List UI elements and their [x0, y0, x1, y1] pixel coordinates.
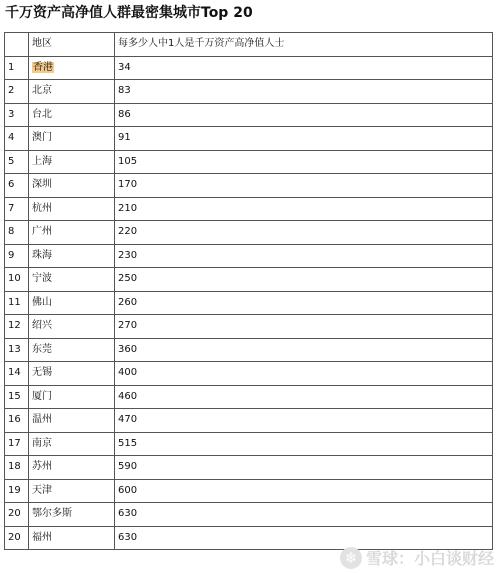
table-row [5, 315, 493, 339]
value-cell-text: 460 [118, 390, 138, 402]
city-cell [29, 127, 115, 151]
value-cell-text: 250 [118, 273, 138, 285]
city-cell-text: 佛山 [32, 296, 52, 308]
value-cell-text: 83 [118, 85, 131, 97]
city-cell-text: 台北 [32, 108, 52, 120]
rank-cell-text: 1 [8, 61, 15, 73]
rank-cell [5, 244, 29, 268]
table-row [5, 150, 493, 174]
value-cell [115, 362, 493, 386]
rank-cell-text: 6 [8, 179, 15, 191]
rank-cell-text: 14 [8, 367, 21, 379]
city-cell [29, 526, 115, 550]
city-cell-text: 香港 [33, 61, 53, 73]
value-cell-text: 600 [118, 484, 138, 496]
rank-cell-text: 19 [8, 484, 21, 496]
city-cell [29, 103, 115, 127]
rank-cell-text: 20 [8, 531, 21, 543]
value-cell [115, 338, 493, 362]
table-row [5, 127, 493, 151]
table-row [5, 268, 493, 292]
city-cell [29, 150, 115, 174]
table-row [5, 409, 493, 433]
rank-cell [5, 409, 29, 433]
table-row [5, 174, 493, 198]
snowball-icon: ❄ [340, 547, 362, 569]
city-cell-text: 杭州 [32, 202, 52, 214]
value-cell [115, 315, 493, 339]
rank-cell [5, 432, 29, 456]
city-cell-text: 广州 [32, 226, 52, 238]
table-row [5, 456, 493, 480]
rank-cell [5, 385, 29, 409]
value-cell-text: 360 [118, 343, 138, 355]
city-cell [29, 432, 115, 456]
city-cell-text: 绍兴 [32, 320, 52, 332]
rank-cell-text: 18 [8, 461, 21, 473]
rank-cell [5, 197, 29, 221]
city-cell [29, 221, 115, 245]
rank-cell-text: 20 [8, 508, 21, 520]
value-cell [115, 127, 493, 151]
city-cell-text: 无锡 [32, 367, 52, 379]
value-cell-text: 86 [118, 108, 131, 120]
rank-cell [5, 221, 29, 245]
header-region: 地区 [29, 33, 115, 57]
city-cell [29, 456, 115, 480]
city-cell-text: 福州 [32, 531, 52, 543]
rank-cell-text: 7 [8, 202, 15, 214]
value-cell-text: 630 [118, 508, 138, 520]
rank-cell [5, 503, 29, 527]
value-cell [115, 268, 493, 292]
city-cell-text: 温州 [32, 414, 52, 426]
value-cell-text: 105 [118, 155, 138, 167]
value-cell-text: 91 [118, 132, 131, 144]
value-cell-text: 210 [118, 202, 138, 214]
rank-cell [5, 315, 29, 339]
value-cell-text: 34 [118, 61, 131, 73]
rank-cell-text: 4 [8, 132, 15, 144]
city-cell [29, 409, 115, 433]
table-row [5, 432, 493, 456]
rank-cell [5, 127, 29, 151]
value-cell [115, 197, 493, 221]
rank-cell [5, 56, 29, 80]
city-cell-text: 深圳 [32, 179, 52, 191]
rank-cell [5, 268, 29, 292]
value-cell-text: 230 [118, 249, 138, 261]
rank-cell-text: 17 [8, 437, 21, 449]
city-cell-text: 天津 [32, 484, 52, 496]
rank-cell-text: 12 [8, 320, 21, 332]
rank-cell-text: 3 [8, 108, 15, 120]
city-cell-text: 南京 [32, 437, 52, 449]
watermark [340, 546, 494, 569]
city-cell-text: 珠海 [32, 249, 52, 261]
rank-cell-text: 16 [8, 414, 21, 426]
city-cell-text: 苏州 [32, 461, 52, 473]
rank-cell [5, 150, 29, 174]
rank-cell-text: 2 [8, 85, 15, 97]
rank-cell-text: 15 [8, 390, 21, 402]
rank-cell-text: 13 [8, 343, 21, 355]
table-row [5, 244, 493, 268]
city-cell [29, 291, 115, 315]
rank-cell-text: 11 [8, 296, 21, 308]
value-cell-text: 270 [118, 320, 138, 332]
city-cell [29, 268, 115, 292]
table-row [5, 197, 493, 221]
rank-cell-text: 8 [8, 226, 15, 238]
city-cell [29, 362, 115, 386]
ranking-table [4, 32, 493, 550]
city-cell [29, 479, 115, 503]
value-cell [115, 174, 493, 198]
value-cell-text: 515 [118, 437, 138, 449]
value-cell [115, 244, 493, 268]
value-cell-text: 220 [118, 226, 138, 238]
table-row [5, 503, 493, 527]
table-row [5, 338, 493, 362]
value-cell-text: 170 [118, 179, 138, 191]
value-cell [115, 221, 493, 245]
header-rank [5, 33, 29, 57]
city-cell [29, 80, 115, 104]
rank-cell-text: 5 [8, 155, 15, 167]
value-cell [115, 103, 493, 127]
value-cell [115, 150, 493, 174]
rank-cell [5, 479, 29, 503]
city-cell [29, 56, 115, 80]
value-cell [115, 80, 493, 104]
value-cell [115, 385, 493, 409]
table-row [5, 80, 493, 104]
city-cell-text: 东莞 [32, 343, 52, 355]
table-row [5, 362, 493, 386]
rank-cell [5, 174, 29, 198]
city-cell-text: 上海 [32, 155, 52, 167]
value-cell-text: 400 [118, 367, 138, 379]
city-cell-text: 澳门 [32, 132, 52, 144]
rank-cell [5, 456, 29, 480]
value-cell-text: 470 [118, 414, 138, 426]
rank-cell [5, 103, 29, 127]
table-row [5, 221, 493, 245]
table-row [5, 479, 493, 503]
table-row [5, 103, 493, 127]
city-cell [29, 244, 115, 268]
city-cell-text: 北京 [32, 85, 52, 97]
value-cell-text: 260 [118, 296, 138, 308]
city-cell-text: 宁波 [32, 273, 52, 285]
city-cell-text: 厦门 [32, 390, 52, 402]
value-cell [115, 56, 493, 80]
table-row [5, 291, 493, 315]
city-cell-text: 鄂尔多斯 [32, 508, 72, 520]
city-cell [29, 385, 115, 409]
value-cell [115, 432, 493, 456]
rank-cell [5, 526, 29, 550]
city-cell [29, 315, 115, 339]
value-cell [115, 503, 493, 527]
watermark-text: 雪球：小白谈财经 [365, 549, 494, 568]
city-cell [29, 197, 115, 221]
rank-cell [5, 362, 29, 386]
city-cell [29, 338, 115, 362]
value-cell-text: 590 [118, 461, 138, 473]
rank-cell-text: 9 [8, 249, 15, 261]
page-title: 千万资产高净值人群最密集城市Top 20 [5, 5, 253, 21]
value-cell [115, 291, 493, 315]
value-cell [115, 456, 493, 480]
header-ratio: 每多少人中1人是千万资产高净值人士 [115, 33, 493, 57]
rank-cell [5, 291, 29, 315]
table-row [5, 56, 493, 80]
city-cell [29, 174, 115, 198]
city-cell [29, 503, 115, 527]
rank-cell [5, 80, 29, 104]
table-row [5, 385, 493, 409]
rank-cell-text: 10 [8, 273, 21, 285]
value-cell [115, 479, 493, 503]
table-header-row [5, 33, 493, 57]
value-cell [115, 409, 493, 433]
value-cell-text: 630 [118, 531, 138, 543]
rank-cell [5, 338, 29, 362]
